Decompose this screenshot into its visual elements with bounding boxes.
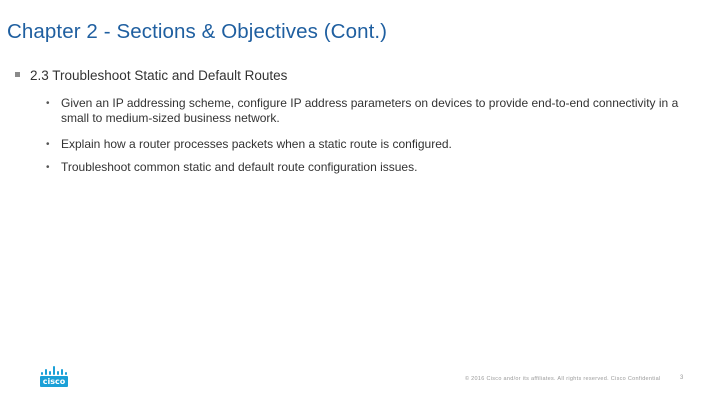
objective-text: Explain how a router processes packets when a static route is configured. [61, 137, 452, 151]
slide-title: Chapter 2 - Sections & Objectives (Cont.) [7, 20, 388, 43]
objective-item [46, 96, 686, 126]
footer-copyright: © 2016 Cisco and/or its affiliates. All rights reserved. Cisco Confidential [465, 376, 661, 382]
cisco-logo [40, 365, 68, 387]
square-bullet-icon [15, 72, 20, 77]
page-number: 3 [680, 375, 684, 381]
objective-item [46, 137, 686, 152]
section-heading [15, 68, 287, 83]
objective-item [46, 160, 686, 175]
bullet-dot-icon: • [46, 139, 50, 150]
bullet-dot-icon: • [46, 98, 50, 109]
bullet-dot-icon: • [46, 162, 50, 173]
cisco-wordmark: cisco [40, 376, 68, 387]
cisco-bars-icon [40, 365, 68, 375]
objective-text: Troubleshoot common static and default route configuration issues. [61, 160, 418, 174]
section-heading-text: 2.3 Troubleshoot Static and Default Routes [30, 68, 288, 83]
objective-text: Given an IP addressing scheme, configure IP address parameters on devices to provide end-to-end connectivity in a small to medium-sized business network. [61, 96, 679, 125]
